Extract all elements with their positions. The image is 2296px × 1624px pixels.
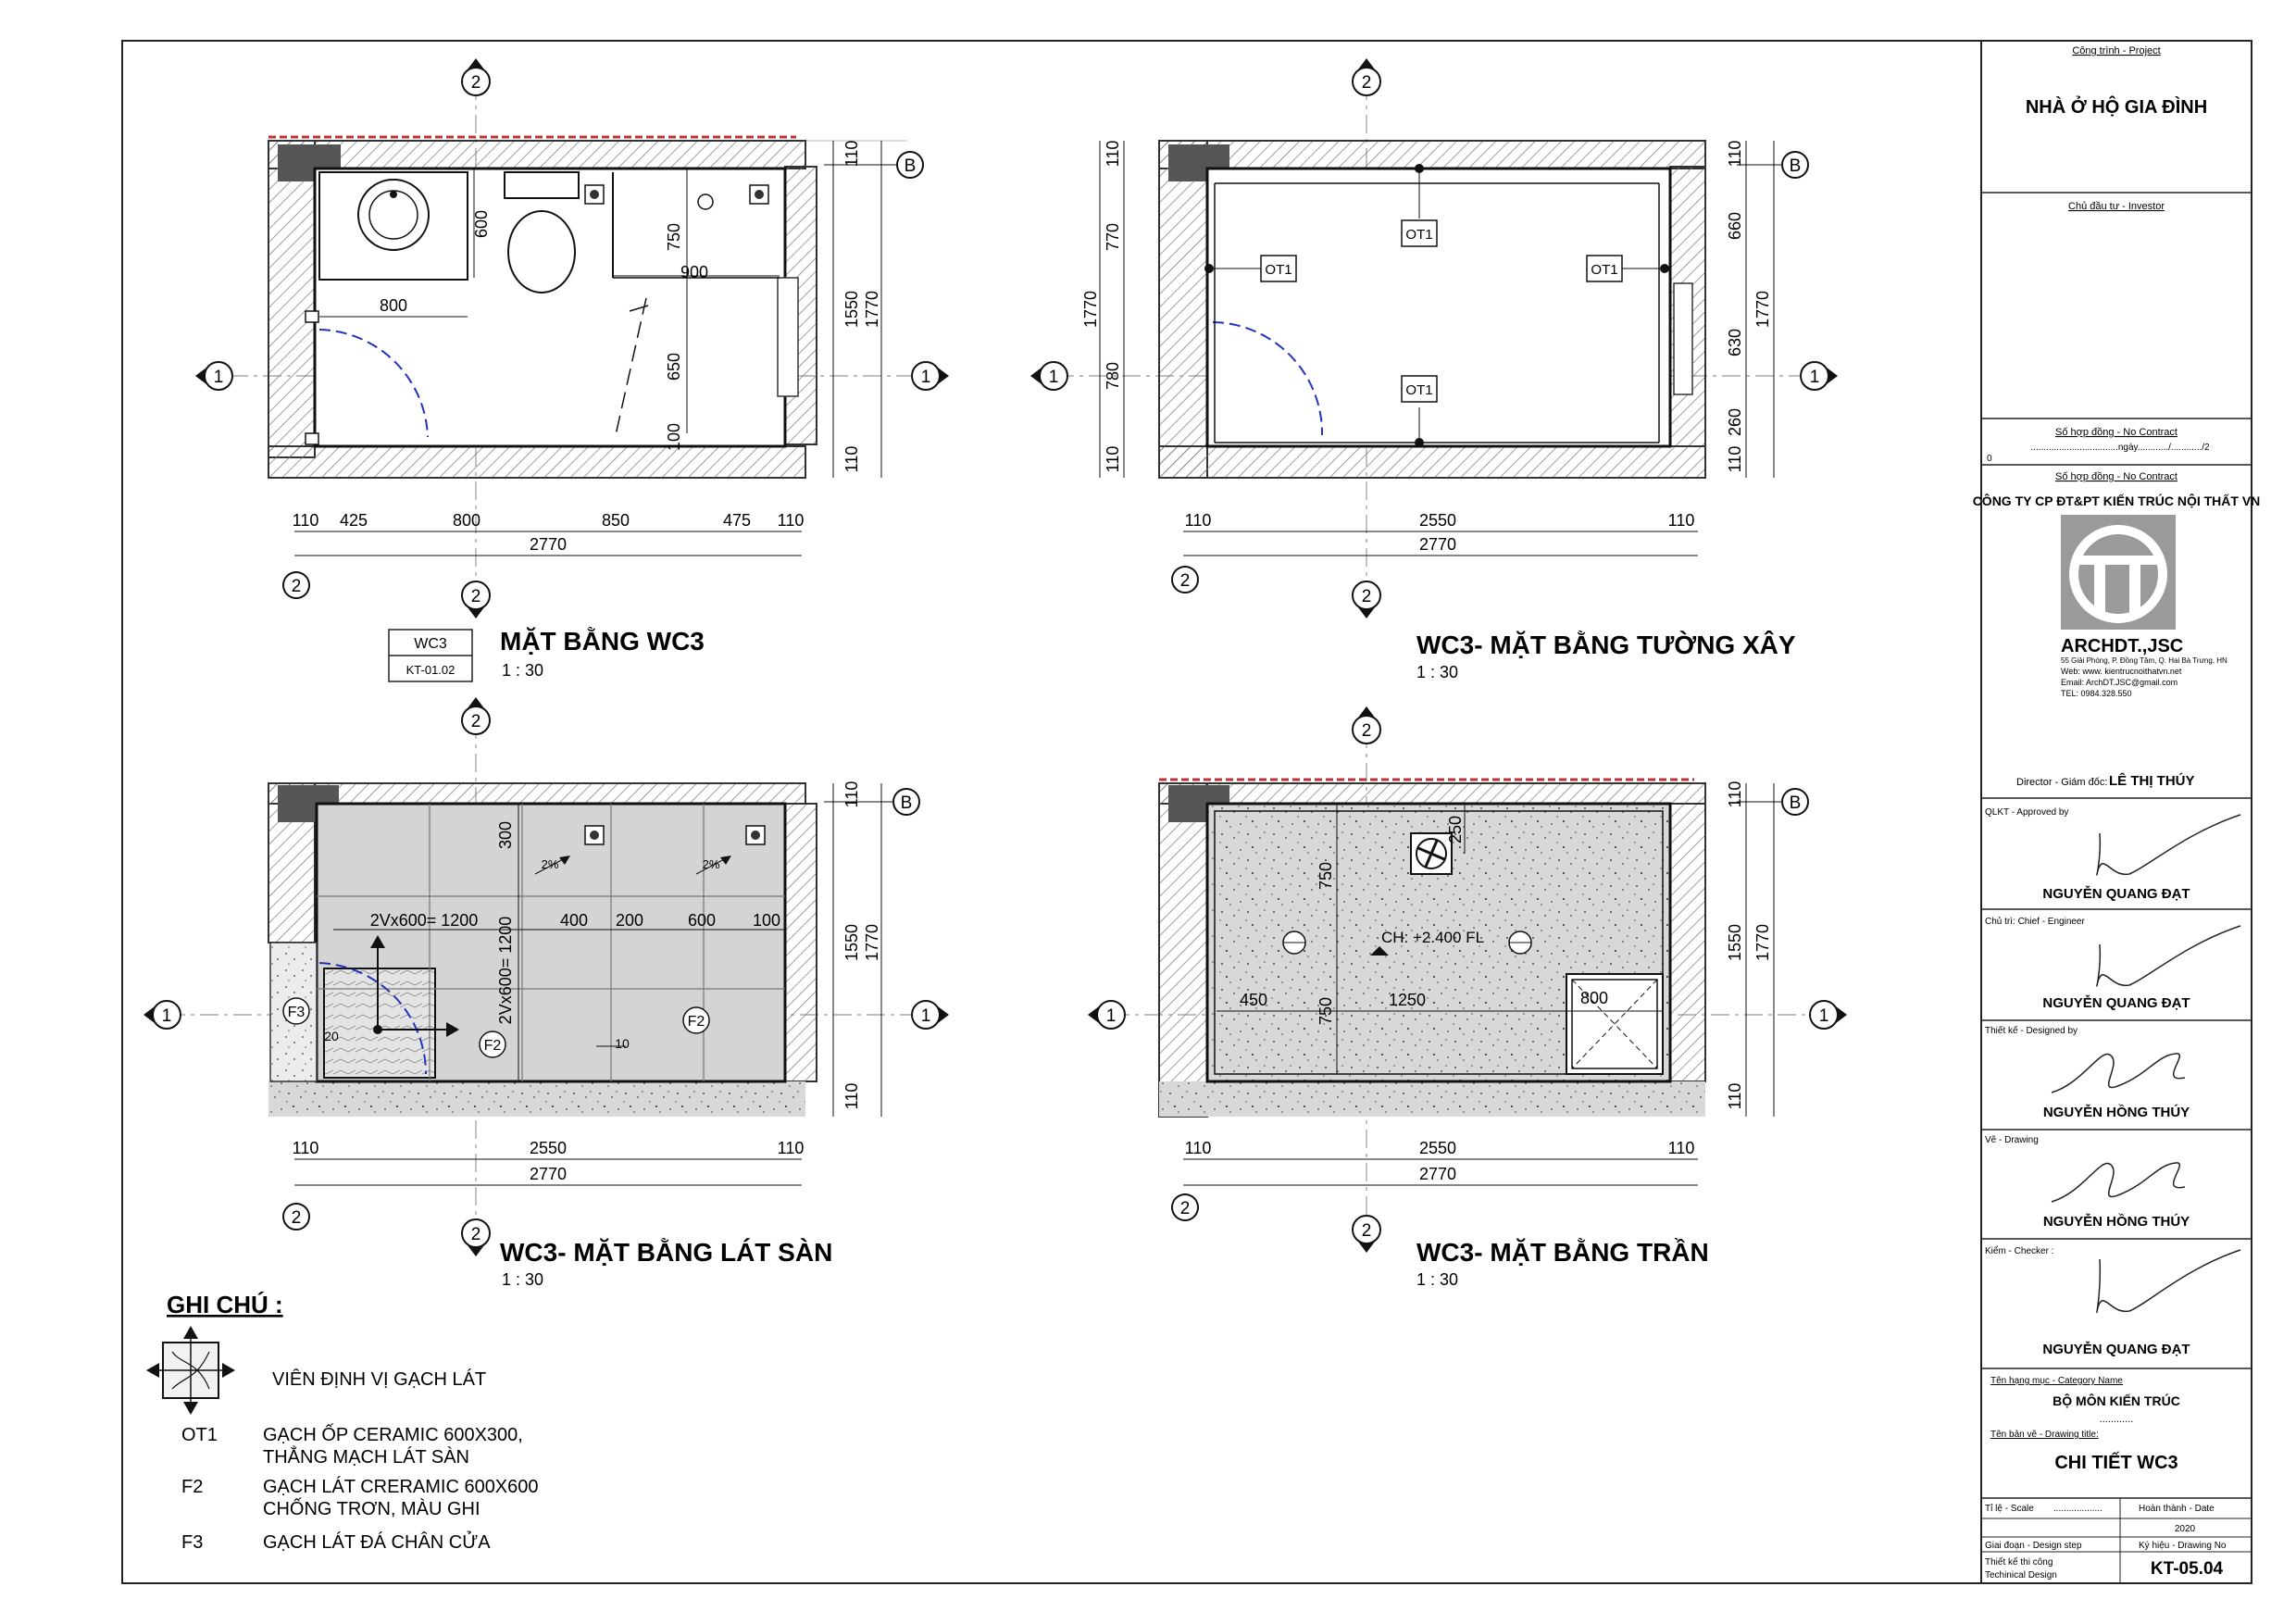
ceiling-height: CH: +2.400 FL [1381, 929, 1485, 946]
grid-label: 2 [1361, 721, 1372, 741]
grid-label: 1 [1818, 1006, 1829, 1026]
dim-text: 110 [1104, 140, 1122, 168]
notes-symbol-label: VIÊN ĐỊNH VỊ GẠCH LÁT [272, 1369, 487, 1390]
tb-step-label: Giai đoạn - Design step [1985, 1541, 2082, 1551]
tb-number-label: Ký hiệu - Drawing No [2139, 1541, 2227, 1551]
dim-text: 110 [842, 1082, 861, 1110]
dim-text: 2Vx600= 1200 [369, 911, 479, 930]
grid-label: 2 [1361, 587, 1372, 606]
dim-text: 110 [1726, 445, 1744, 473]
view-scale: 1 : 30 [502, 661, 544, 680]
tb-director: LÊ THỊ THÚY [2109, 773, 2195, 789]
tb-category: BỘ MÔN KIẾN TRÚC [2053, 1393, 2180, 1408]
dim-text: 110 [1184, 1139, 1212, 1157]
grid-label: 2 [1361, 1221, 1372, 1241]
dim-text: 110 [1726, 1082, 1744, 1110]
tile-locator-symbol-icon [146, 1326, 235, 1415]
signature-icon [2097, 926, 2240, 986]
tb-checker: NGUYỄN QUANG ĐẠT [2042, 1342, 2190, 1357]
dim-text: 1770 [863, 290, 881, 329]
dim-text: 2Vx600= 1200 [496, 916, 515, 1025]
dim-text: 260 [1726, 407, 1744, 437]
dim-text: 900 [680, 263, 709, 281]
dim-text: 600 [687, 911, 717, 930]
dim-text: 1770 [1081, 290, 1100, 329]
grid-label: 1 [213, 368, 224, 387]
dim-text: 300 [496, 820, 515, 850]
dim-text: 2770 [1418, 1165, 1457, 1183]
dim-text: 110 [777, 511, 805, 530]
tb-step-value: Thiết kế thi công [1985, 1557, 2053, 1568]
view-ref-sheet: KT-01.02 [406, 663, 455, 677]
dim-text: 475 [722, 511, 752, 530]
note-line: THẲNG MẠCH LÁT SÀN [263, 1447, 469, 1468]
tb-category-label: Tên hạng mục - Category Name [1990, 1376, 2123, 1386]
tb-investor-label: Chủ đầu tư - Investor [2068, 201, 2165, 212]
grid-label: 1 [920, 1006, 931, 1026]
grid-label: 1 [1048, 368, 1059, 387]
note-line: GẠCH LÁT CRERAMIC 600X600 [263, 1477, 539, 1497]
dim-text: 20 [324, 1029, 339, 1043]
tb-project-label: Công trình - Project [2072, 45, 2161, 56]
tb-checker-label: Kiểm - Checker : [1985, 1246, 2054, 1256]
dim-text: 100 [665, 422, 683, 452]
tb-designed: NGUYỄN HỒNG THÚY [2042, 1105, 2190, 1120]
notes-heading: GHI CHÚ : [167, 1291, 283, 1318]
dim-text: 10 [615, 1036, 630, 1051]
dim-text: 250 [1446, 815, 1465, 844]
tb-chief: NGUYỄN QUANG ĐẠT [2042, 995, 2190, 1011]
plan-wc3-floor [144, 697, 949, 1289]
title-block [1973, 41, 2261, 1583]
tb-drawing-label: Vẽ - Drawing [1985, 1135, 2039, 1145]
view-title: MẶT BẰNG WC3 [500, 627, 705, 656]
tb-scale-label: Tỉ lệ - Scale [1985, 1504, 2034, 1514]
dim-text: 800 [452, 511, 481, 530]
tb-title-label: Tên bản vẽ - Drawing title: [1990, 1430, 2099, 1440]
tb-chief-label: Chủ trì: Chief - Engineer [1985, 917, 2085, 927]
plan-wc3-layout [195, 58, 949, 681]
grid-label: 2 [470, 712, 481, 731]
tb-project: NHÀ Ở HỘ GIA ĐÌNH [2025, 97, 2208, 118]
dim-text: 110 [1726, 781, 1744, 808]
dim-text: 1550 [1726, 923, 1744, 962]
slope-text: 2% [541, 857, 559, 871]
dim-text: 110 [777, 1139, 805, 1157]
grid-label: 1 [1809, 368, 1820, 387]
signature-icon [2097, 815, 2240, 875]
grid-label: 2 [470, 587, 481, 606]
legend-notes [146, 1291, 539, 1553]
grid-label: B [1789, 793, 1802, 813]
dim-text: 2550 [1418, 511, 1457, 530]
grid-label: 2 [470, 1225, 481, 1244]
dim-text: 110 [1104, 445, 1122, 473]
dim-text: 650 [665, 352, 683, 381]
dim-text: 110 [842, 781, 861, 808]
tb-category-dots: ............ [2099, 1414, 2134, 1425]
note-line: CHỐNG TRƠN, MÀU GHI [263, 1499, 480, 1519]
grid-label: B [900, 793, 913, 813]
floor-tag: F2 [687, 1014, 705, 1030]
dim-text: 450 [1239, 991, 1268, 1009]
view-title: WC3- MẶT BẰNG LÁT SÀN [500, 1238, 833, 1267]
grid-label: 2 [1361, 73, 1372, 93]
floor-tag: F2 [483, 1038, 502, 1054]
wall-tag: OT1 [1265, 262, 1292, 278]
tb-drawing: NGUYỄN HỒNG THÚY [2042, 1214, 2190, 1230]
note-line: GẠCH ỐP CERAMIC 600X300, [263, 1425, 523, 1445]
dim-text: 630 [1726, 328, 1744, 357]
slope-text: 2% [702, 857, 720, 871]
signature-icon [2052, 1054, 2185, 1093]
dim-text: 110 [1184, 511, 1212, 530]
grid-label: 2 [291, 1208, 302, 1228]
grid-label: 2 [1179, 1199, 1191, 1218]
dim-text: 110 [842, 140, 861, 168]
dim-text: 110 [1667, 1139, 1695, 1157]
view-title: WC3- MẶT BẰNG TRẦN [1416, 1238, 1709, 1267]
dim-text: 425 [339, 511, 368, 530]
dim-text: 2550 [529, 1139, 568, 1157]
dim-text: 660 [1726, 211, 1744, 241]
view-title: WC3- MẶT BẰNG TƯỜNG XÂY [1416, 631, 1796, 659]
dim-text: 800 [379, 296, 408, 315]
wall-tag: OT1 [1405, 382, 1433, 398]
dim-text: 770 [1104, 222, 1122, 252]
wall-tag: OT1 [1405, 227, 1433, 243]
tb-tel: TEL: 0984.328.550 [2061, 689, 2132, 698]
signature-icon [2097, 1250, 2240, 1312]
note-code: OT1 [181, 1425, 218, 1445]
dim-text: 2770 [529, 535, 568, 554]
dim-text: 600 [472, 209, 491, 239]
tb-designed-label: Thiết kế - Designed by [1985, 1026, 2078, 1036]
dim-text: 200 [615, 911, 644, 930]
grid-label: 1 [161, 1006, 172, 1026]
note-code: F3 [181, 1532, 204, 1553]
dim-text: 100 [752, 911, 781, 930]
tb-approved: NGUYỄN QUANG ĐẠT [2042, 886, 2190, 902]
tb-drawing-number: KT-05.04 [2150, 1559, 2224, 1579]
plan-wc3-ceiling [1088, 706, 1847, 1289]
dim-text: 400 [559, 911, 589, 930]
dim-text: 110 [292, 511, 319, 530]
dim-text: 110 [1726, 140, 1744, 168]
dim-text: 1770 [1753, 290, 1772, 329]
tb-address: 55 Giải Phóng, P. Đồng Tâm, Q. Hai Bà Trưng, HN [2061, 656, 2227, 665]
grid-label: B [1789, 156, 1802, 176]
wall-tag: OT1 [1591, 262, 1618, 278]
dim-text: 800 [1579, 989, 1609, 1007]
view-scale: 1 : 30 [1416, 1270, 1459, 1289]
tb-scale-dots: ................... [2053, 1504, 2103, 1514]
company-logo-icon [2061, 515, 2176, 630]
grid-label: 1 [920, 368, 931, 387]
grid-label: 2 [291, 577, 302, 596]
tb-drawing-title: CHI TIẾT WC3 [2054, 1453, 2178, 1473]
dim-text: 110 [292, 1139, 319, 1157]
dim-text: 1550 [842, 923, 861, 962]
tb-date: 2020 [2174, 1524, 2196, 1534]
floor-tag: F3 [287, 1005, 306, 1020]
grid-label: 2 [470, 73, 481, 93]
grid-label: 1 [1105, 1006, 1117, 1026]
dim-text: 750 [1316, 861, 1335, 891]
tb-date-label: Hoàn thành - Date [2139, 1504, 2215, 1514]
tb-step-value-2: Techinical Design [1985, 1570, 2057, 1580]
note-line: GẠCH LÁT ĐÁ CHÂN CỬA [263, 1532, 491, 1553]
dim-text: 1770 [1753, 923, 1772, 962]
view-ref-code: WC3 [414, 636, 447, 652]
dim-text: 2550 [1418, 1139, 1457, 1157]
tb-contract-line2: 0 [1987, 454, 1992, 464]
grid-label: B [904, 156, 917, 176]
tb-director-label: Director - Giám đốc: [2016, 777, 2108, 788]
dim-text: 110 [1667, 511, 1695, 530]
note-code: F2 [181, 1477, 204, 1497]
view-scale: 1 : 30 [1416, 663, 1459, 681]
dim-text: 1770 [863, 923, 881, 962]
tb-web: Web: www. kientrucnoithatvn.net [2061, 667, 2182, 676]
tb-email: Email: ArchDT.JSC@gmail.com [2061, 678, 2178, 687]
view-scale: 1 : 30 [502, 1270, 544, 1289]
dim-text: 110 [842, 445, 861, 473]
dim-text: 850 [601, 511, 630, 530]
grid-label: 2 [1179, 571, 1191, 591]
dim-text: 1250 [1388, 991, 1427, 1009]
dim-text: 750 [665, 222, 683, 252]
dim-text: 2770 [1418, 535, 1457, 554]
dim-text: 780 [1104, 361, 1122, 391]
tb-company: CÔNG TY CP ĐT&PT KIẾN TRÚC NỘI THẤT VN [1972, 493, 2261, 508]
plan-wc3-walls [1030, 58, 1838, 681]
tb-logo-name: ARCHDT.,JSC [2061, 636, 2184, 656]
tb-contract-line: ..................................ngày............/............/2 [2030, 443, 2210, 453]
tb-contract-label: Số hợp đồng - No Contract [2055, 427, 2177, 438]
tb-approved-label: QLKT - Approved by [1985, 807, 2069, 818]
tb-contract-label-2: Số hợp đồng - No Contract [2055, 471, 2177, 482]
dim-text: 1550 [842, 290, 861, 329]
signature-icon [2052, 1163, 2185, 1202]
dim-text: 750 [1316, 996, 1335, 1026]
dim-text: 2770 [529, 1165, 568, 1183]
